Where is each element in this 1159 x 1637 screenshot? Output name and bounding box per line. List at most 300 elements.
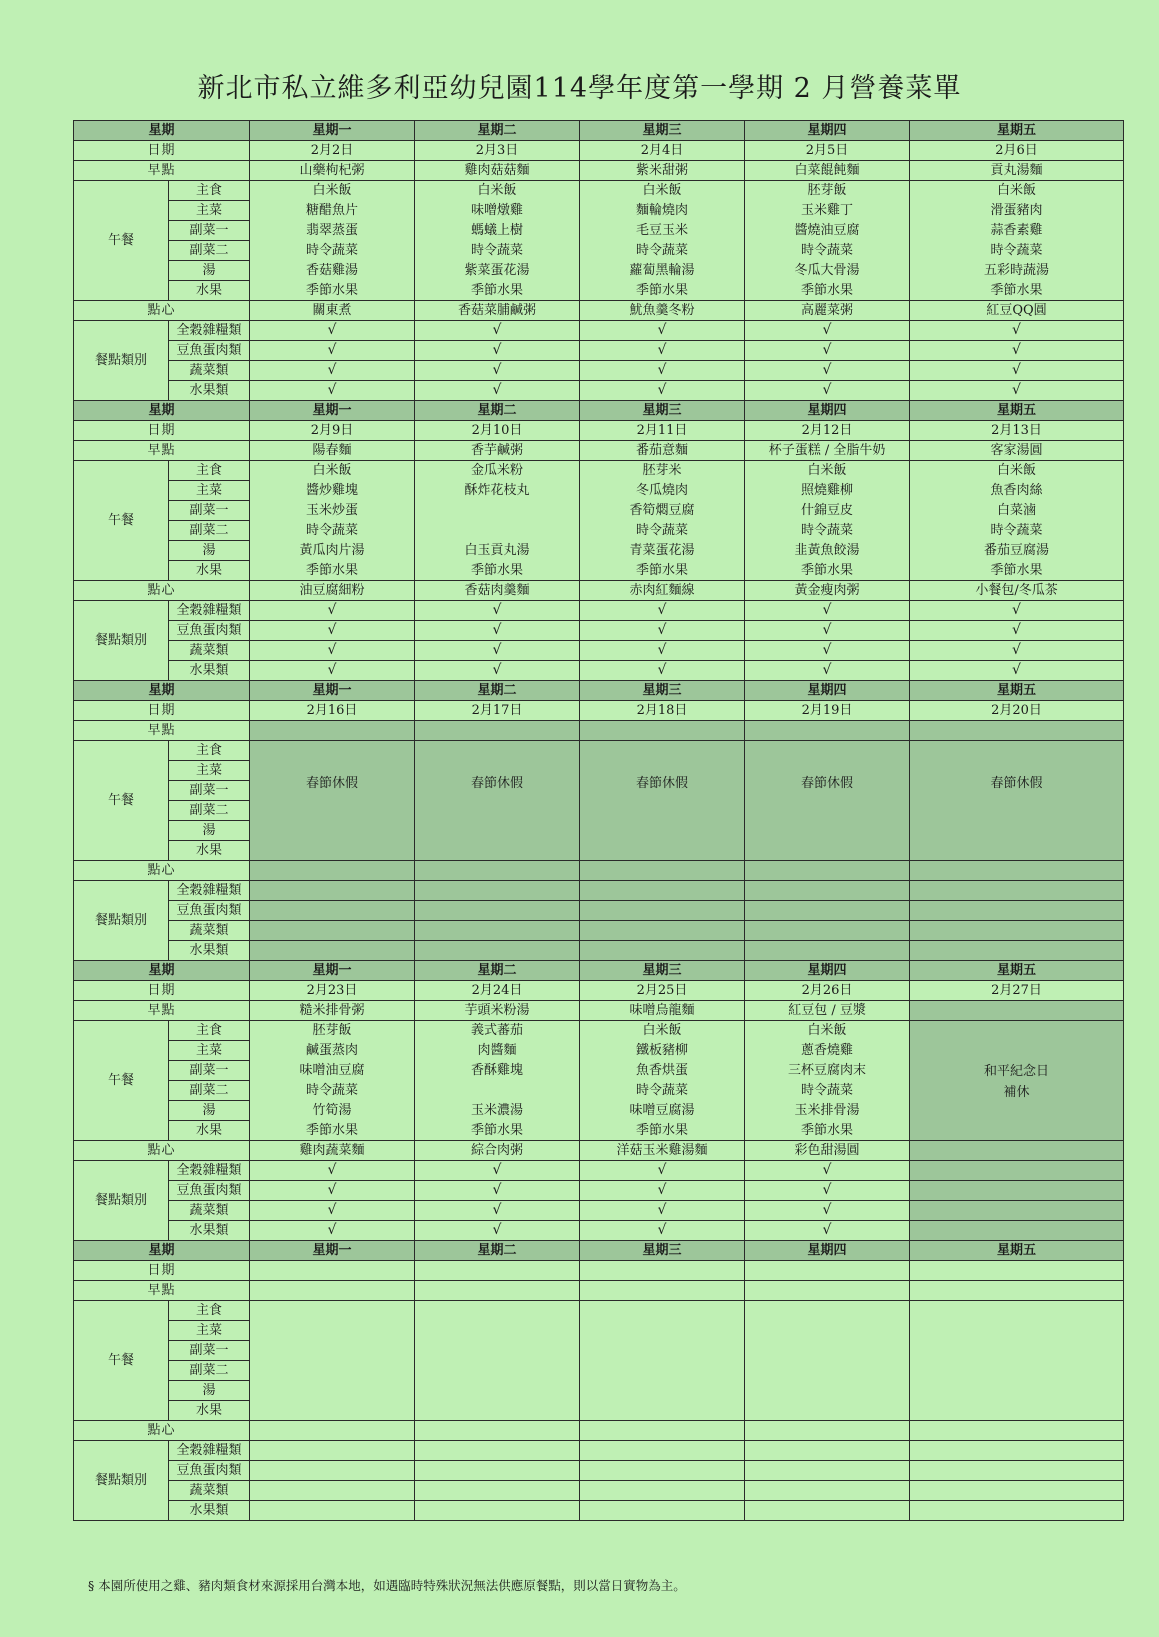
lunch-cell: 季節水果: [250, 561, 415, 581]
category-item-label: 豆魚蛋肉類: [169, 1181, 250, 1201]
check-mark: √: [580, 1181, 745, 1201]
lunch-cell: 季節水果: [745, 561, 910, 581]
category-item-label: 蔬菜類: [169, 1201, 250, 1221]
check-mark: √: [250, 621, 415, 641]
check-mark: √: [250, 321, 415, 341]
check-mark: √: [415, 661, 580, 681]
lunch-cell: 白米飯: [250, 181, 415, 201]
breakfast-cell: 番茄意麵: [580, 441, 745, 461]
lunch-cell: 白米飯: [580, 1021, 745, 1041]
holiday-cell: [745, 741, 910, 861]
check-mark: √: [250, 661, 415, 681]
check-mark: √: [250, 641, 415, 661]
lunch-cell: 白米飯: [580, 181, 745, 201]
breakfast-cell: 雞肉菇菇麵: [415, 161, 580, 181]
lunch-cell: 時令蔬菜: [415, 241, 580, 261]
lunch-cell: 酥炸花枝丸: [415, 481, 580, 501]
check-mark: √: [415, 1201, 580, 1221]
lunch-item-label: 主菜: [169, 1041, 250, 1061]
date-cell: 2月20日: [910, 701, 1124, 721]
lunch-cell: 三杯豆腐肉末: [745, 1061, 910, 1081]
lunch-cell: 胚芽米: [580, 461, 745, 481]
snack-cell: 高麗菜粥: [745, 301, 910, 321]
check-mark: √: [910, 381, 1124, 401]
check-mark: √: [745, 361, 910, 381]
breakfast-cell: 紫米甜粥: [580, 161, 745, 181]
check-mark: √: [415, 321, 580, 341]
weekday-label: 星期: [74, 401, 250, 421]
shaded-cell: [745, 901, 910, 921]
lunch-cell: 白米飯: [745, 1021, 910, 1041]
lunch-cell: [415, 1301, 580, 1421]
check-cell: [745, 1481, 910, 1501]
lunch-cell: 時令蔬菜: [745, 1081, 910, 1101]
check-mark: √: [580, 1201, 745, 1221]
weekday-label: 星期: [74, 961, 250, 981]
lunch-cell: 香菇雞湯: [250, 261, 415, 281]
holiday-text: 春節休假: [636, 776, 689, 791]
category-item-label: 全穀雜糧類: [169, 881, 250, 901]
shaded-cell: [910, 941, 1124, 961]
breakfast-cell: [745, 1281, 910, 1301]
check-mark: √: [580, 641, 745, 661]
shaded-cell: [580, 721, 745, 741]
check-mark: √: [580, 1221, 745, 1241]
check-mark: √: [415, 341, 580, 361]
holiday-cell: [910, 741, 1124, 861]
lunch-item-label: 主食: [169, 461, 250, 481]
lunch-cell: 時令蔬菜: [910, 521, 1124, 541]
check-cell: [910, 1481, 1124, 1501]
lunch-item-label: 主菜: [169, 761, 250, 781]
lunch-cell: 時令蔬菜: [250, 1081, 415, 1101]
check-mark: √: [250, 1181, 415, 1201]
lunch-label: 午餐: [74, 181, 169, 301]
snack-label: 點心: [74, 581, 250, 601]
shaded-cell: [910, 1001, 1124, 1021]
shaded-cell: [910, 861, 1124, 881]
check-mark: √: [580, 321, 745, 341]
holiday-cell: [250, 741, 415, 861]
date-label: 日期: [74, 701, 250, 721]
date-cell: 2月27日: [910, 981, 1124, 1001]
check-mark: √: [910, 641, 1124, 661]
lunch-cell: 黃瓜肉片湯: [250, 541, 415, 561]
date-cell: 2月4日: [580, 141, 745, 161]
category-item-label: 全穀雜糧類: [169, 1441, 250, 1461]
check-mark: √: [250, 601, 415, 621]
date-label: 日期: [74, 1261, 250, 1281]
weekday-header: 星期一: [250, 401, 415, 421]
check-mark: √: [250, 381, 415, 401]
snack-label: 點心: [74, 1421, 250, 1441]
category-item-label: 水果類: [169, 1501, 250, 1521]
lunch-cell: [415, 1081, 580, 1101]
lunch-cell: 魚香烘蛋: [580, 1061, 745, 1081]
check-cell: [580, 1501, 745, 1521]
snack-cell: 彩色甜湯圓: [745, 1141, 910, 1161]
shaded-cell: [910, 1181, 1124, 1201]
shaded-cell: [745, 921, 910, 941]
shaded-cell: [250, 861, 415, 881]
snack-cell: [580, 1421, 745, 1441]
shaded-cell: [415, 941, 580, 961]
lunch-item-label: 湯: [169, 1381, 250, 1401]
lunch-cell: 紫菜蛋花湯: [415, 261, 580, 281]
check-cell: [415, 1441, 580, 1461]
date-cell: 2月9日: [250, 421, 415, 441]
lunch-cell: 玉米炒蛋: [250, 501, 415, 521]
category-label: 餐點類別: [74, 321, 169, 401]
shaded-cell: [745, 941, 910, 961]
shaded-cell: [250, 901, 415, 921]
lunch-cell: 胚芽飯: [745, 181, 910, 201]
lunch-cell: 玉米雞丁: [745, 201, 910, 221]
weekday-header: 星期三: [580, 1241, 745, 1261]
check-mark: √: [745, 1201, 910, 1221]
lunch-cell: 香筍燜豆腐: [580, 501, 745, 521]
breakfast-label: 早點: [74, 161, 250, 181]
lunch-cell: 時令蔬菜: [580, 1081, 745, 1101]
lunch-cell: 照燒雞柳: [745, 481, 910, 501]
lunch-cell: 時令蔬菜: [580, 521, 745, 541]
lunch-item-label: 湯: [169, 821, 250, 841]
snack-cell: 綜合肉粥: [415, 1141, 580, 1161]
snack-label: 點心: [74, 1141, 250, 1161]
weekday-label: 星期: [74, 681, 250, 701]
lunch-cell: 蔥香燒雞: [745, 1041, 910, 1061]
lunch-item-label: 副菜二: [169, 1361, 250, 1381]
category-label: 餐點類別: [74, 1441, 169, 1521]
snack-cell: 香菇肉羹麵: [415, 581, 580, 601]
lunch-cell: 季節水果: [745, 281, 910, 301]
lunch-cell: 時令蔬菜: [580, 241, 745, 261]
breakfast-label: 早點: [74, 1001, 250, 1021]
weekday-header: 星期五: [910, 121, 1124, 141]
lunch-cell: [745, 1301, 910, 1421]
lunch-cell: 季節水果: [745, 1121, 910, 1141]
weekday-header: 星期四: [745, 961, 910, 981]
shaded-cell: [415, 881, 580, 901]
lunch-cell: 五彩時蔬湯: [910, 261, 1124, 281]
check-cell: [250, 1481, 415, 1501]
lunch-cell: [415, 501, 580, 521]
check-cell: [910, 1501, 1124, 1521]
date-cell: [745, 1261, 910, 1281]
lunch-cell: 季節水果: [415, 561, 580, 581]
lunch-cell: [250, 1301, 415, 1421]
check-mark: √: [415, 621, 580, 641]
weekday-header: 星期一: [250, 121, 415, 141]
weekday-header: 星期二: [415, 121, 580, 141]
shaded-cell: [910, 1161, 1124, 1181]
date-cell: [580, 1261, 745, 1281]
weekday-header: 星期四: [745, 681, 910, 701]
breakfast-cell: 香芋鹹粥: [415, 441, 580, 461]
snack-label: 點心: [74, 861, 250, 881]
snack-cell: 油豆腐細粉: [250, 581, 415, 601]
snack-cell: 香菇菜脯鹹粥: [415, 301, 580, 321]
date-cell: 2月5日: [745, 141, 910, 161]
check-cell: [250, 1461, 415, 1481]
weekday-header: 星期一: [250, 961, 415, 981]
date-label: 日期: [74, 981, 250, 1001]
date-cell: [250, 1261, 415, 1281]
lunch-cell: 鹹蛋蒸肉: [250, 1041, 415, 1061]
date-cell: 2月13日: [910, 421, 1124, 441]
weekday-header: 星期三: [580, 121, 745, 141]
check-cell: [745, 1501, 910, 1521]
category-item-label: 水果類: [169, 1221, 250, 1241]
check-mark: √: [745, 621, 910, 641]
check-mark: √: [250, 361, 415, 381]
date-cell: 2月26日: [745, 981, 910, 1001]
lunch-cell: [910, 1301, 1124, 1421]
lunch-cell: 什錦豆皮: [745, 501, 910, 521]
lunch-item-label: 副菜一: [169, 1061, 250, 1081]
check-mark: √: [745, 321, 910, 341]
lunch-cell: 味噌燉雞: [415, 201, 580, 221]
check-mark: √: [745, 641, 910, 661]
shaded-cell: [580, 941, 745, 961]
lunch-cell: 白米飯: [250, 461, 415, 481]
lunch-item-label: 水果: [169, 841, 250, 861]
lunch-cell: 竹筍湯: [250, 1101, 415, 1121]
shaded-cell: [580, 881, 745, 901]
snack-cell: 紅豆QQ圓: [910, 301, 1124, 321]
lunch-cell: 胚芽飯: [250, 1021, 415, 1041]
weekday-header: 星期三: [580, 401, 745, 421]
lunch-cell: 玉米濃湯: [415, 1101, 580, 1121]
weekday-label: 星期: [74, 1241, 250, 1261]
lunch-cell: 蘿蔔黑輪湯: [580, 261, 745, 281]
snack-cell: 魷魚羹冬粉: [580, 301, 745, 321]
category-item-label: 豆魚蛋肉類: [169, 621, 250, 641]
breakfast-cell: 紅豆包 / 豆漿: [745, 1001, 910, 1021]
snack-label: 點心: [74, 301, 250, 321]
check-mark: √: [580, 381, 745, 401]
snack-cell: 雞肉蔬菜麵: [250, 1141, 415, 1161]
shaded-cell: [910, 721, 1124, 741]
lunch-item-label: 主菜: [169, 201, 250, 221]
category-item-label: 水果類: [169, 381, 250, 401]
breakfast-cell: 白菜餛飩麵: [745, 161, 910, 181]
holiday-cell: [415, 741, 580, 861]
lunch-cell: 時令蔬菜: [910, 241, 1124, 261]
lunch-item-label: 副菜一: [169, 501, 250, 521]
check-mark: √: [745, 661, 910, 681]
breakfast-label: 早點: [74, 441, 250, 461]
breakfast-cell: 糙米排骨粥: [250, 1001, 415, 1021]
date-cell: [910, 1261, 1124, 1281]
check-mark: √: [580, 361, 745, 381]
lunch-item-label: 主食: [169, 1301, 250, 1321]
check-cell: [250, 1501, 415, 1521]
lunch-cell: 白玉貢丸湯: [415, 541, 580, 561]
check-mark: √: [580, 621, 745, 641]
lunch-cell: 時令蔬菜: [745, 521, 910, 541]
check-cell: [745, 1461, 910, 1481]
category-item-label: 蔬菜類: [169, 361, 250, 381]
check-mark: √: [415, 1161, 580, 1181]
shaded-cell: [415, 901, 580, 921]
lunch-cell: 番茄豆腐湯: [910, 541, 1124, 561]
lunch-cell: 季節水果: [250, 281, 415, 301]
lunch-cell: 季節水果: [580, 1121, 745, 1141]
category-item-label: 豆魚蛋肉類: [169, 341, 250, 361]
check-mark: √: [580, 601, 745, 621]
lunch-cell: 白米飯: [910, 181, 1124, 201]
category-item-label: 水果類: [169, 941, 250, 961]
lunch-label: 午餐: [74, 741, 169, 861]
check-cell: [580, 1481, 745, 1501]
breakfast-cell: [415, 1281, 580, 1301]
snack-cell: 小餐包/冬瓜茶: [910, 581, 1124, 601]
page-title: 新北市私立維多利亞幼兒園114學年度第一學期 2 月營養菜單: [197, 73, 962, 104]
lunch-cell: 時令蔬菜: [745, 241, 910, 261]
check-mark: √: [415, 641, 580, 661]
lunch-cell: 香酥雞塊: [415, 1061, 580, 1081]
breakfast-label: 早點: [74, 1281, 250, 1301]
holiday-note-line: 和平紀念日: [984, 1064, 1050, 1079]
shaded-cell: [580, 861, 745, 881]
date-label: 日期: [74, 421, 250, 441]
lunch-cell: 玉米排骨湯: [745, 1101, 910, 1121]
menu-table: [73, 120, 1124, 1521]
shaded-cell: [415, 861, 580, 881]
lunch-item-label: 水果: [169, 281, 250, 301]
lunch-item-label: 副菜一: [169, 221, 250, 241]
check-mark: √: [580, 661, 745, 681]
weekday-header: 星期二: [415, 961, 580, 981]
lunch-item-label: 主食: [169, 181, 250, 201]
category-item-label: 蔬菜類: [169, 641, 250, 661]
holiday-text: 春節休假: [990, 776, 1043, 791]
lunch-item-label: 水果: [169, 1401, 250, 1421]
check-mark: √: [910, 341, 1124, 361]
lunch-cell: 肉醬麵: [415, 1041, 580, 1061]
snack-cell: 赤肉紅麵線: [580, 581, 745, 601]
breakfast-cell: 陽春麵: [250, 441, 415, 461]
category-label: 餐點類別: [74, 1161, 169, 1241]
lunch-cell: 季節水果: [580, 561, 745, 581]
check-cell: [580, 1441, 745, 1461]
weekday-header: 星期三: [580, 961, 745, 981]
breakfast-cell: 芋頭米粉湯: [415, 1001, 580, 1021]
lunch-cell: 翡翠蒸蛋: [250, 221, 415, 241]
check-cell: [745, 1441, 910, 1461]
weekday-label: 星期: [74, 121, 250, 141]
shaded-cell: [910, 921, 1124, 941]
shaded-cell: [910, 881, 1124, 901]
breakfast-cell: [250, 1281, 415, 1301]
snack-cell: [910, 1421, 1124, 1441]
check-mark: √: [415, 381, 580, 401]
check-mark: √: [415, 361, 580, 381]
lunch-cell: 螞蟻上樹: [415, 221, 580, 241]
date-label: 日期: [74, 141, 250, 161]
weekday-header: 星期一: [250, 681, 415, 701]
snack-cell: 關東煮: [250, 301, 415, 321]
date-cell: 2月11日: [580, 421, 745, 441]
check-cell: [415, 1501, 580, 1521]
shaded-cell: [415, 921, 580, 941]
lunch-item-label: 副菜一: [169, 781, 250, 801]
check-mark: √: [250, 341, 415, 361]
check-mark: √: [910, 661, 1124, 681]
lunch-cell: 金瓜米粉: [415, 461, 580, 481]
lunch-label: 午餐: [74, 1301, 169, 1421]
check-mark: √: [745, 381, 910, 401]
check-mark: √: [250, 1221, 415, 1241]
check-mark: √: [415, 1221, 580, 1241]
shaded-cell: [910, 1141, 1124, 1161]
date-cell: 2月16日: [250, 701, 415, 721]
weekday-header: 星期四: [745, 1241, 910, 1261]
lunch-item-label: 副菜一: [169, 1341, 250, 1361]
check-cell: [415, 1461, 580, 1481]
lunch-cell: 白米飯: [910, 461, 1124, 481]
date-cell: 2月17日: [415, 701, 580, 721]
check-cell: [910, 1441, 1124, 1461]
breakfast-cell: 杯子蛋糕 / 全脂牛奶: [745, 441, 910, 461]
shaded-cell: [250, 721, 415, 741]
check-mark: √: [745, 601, 910, 621]
lunch-cell: 蒜香素雞: [910, 221, 1124, 241]
category-item-label: 全穀雜糧類: [169, 601, 250, 621]
lunch-item-label: 主菜: [169, 1321, 250, 1341]
shaded-cell: [580, 921, 745, 941]
date-cell: 2月25日: [580, 981, 745, 1001]
breakfast-label: 早點: [74, 721, 250, 741]
breakfast-cell: 山藥枸杞粥: [250, 161, 415, 181]
lunch-label: 午餐: [74, 1021, 169, 1141]
holiday-text: 春節休假: [471, 776, 524, 791]
snack-cell: [250, 1421, 415, 1441]
lunch-cell: [580, 1301, 745, 1421]
lunch-cell: [415, 521, 580, 541]
check-mark: √: [415, 601, 580, 621]
lunch-item-label: 副菜二: [169, 1081, 250, 1101]
lunch-cell: 毛豆玉米: [580, 221, 745, 241]
weekday-header: 星期二: [415, 681, 580, 701]
check-mark: √: [745, 1221, 910, 1241]
lunch-cell: 糖醋魚片: [250, 201, 415, 221]
category-item-label: 全穀雜糧類: [169, 1161, 250, 1181]
lunch-item-label: 副菜二: [169, 241, 250, 261]
lunch-item-label: 湯: [169, 261, 250, 281]
date-cell: [415, 1261, 580, 1281]
lunch-cell: 季節水果: [580, 281, 745, 301]
date-cell: 2月6日: [910, 141, 1124, 161]
date-cell: 2月3日: [415, 141, 580, 161]
lunch-cell: 義式蕃茄: [415, 1021, 580, 1041]
lunch-cell: 鐵板豬柳: [580, 1041, 745, 1061]
lunch-cell: 時令蔬菜: [250, 521, 415, 541]
lunch-cell: 季節水果: [250, 1121, 415, 1141]
weekday-header: 星期四: [745, 401, 910, 421]
category-item-label: 豆魚蛋肉類: [169, 1461, 250, 1481]
lunch-cell: 醬炒雞塊: [250, 481, 415, 501]
snack-cell: 黃金瘦肉粥: [745, 581, 910, 601]
lunch-cell: 白米飯: [415, 181, 580, 201]
date-cell: 2月18日: [580, 701, 745, 721]
shaded-cell: [415, 721, 580, 741]
lunch-item-label: 主菜: [169, 481, 250, 501]
check-cell: [250, 1441, 415, 1461]
lunch-cell: 韭黃魚餃湯: [745, 541, 910, 561]
breakfast-cell: [580, 1281, 745, 1301]
